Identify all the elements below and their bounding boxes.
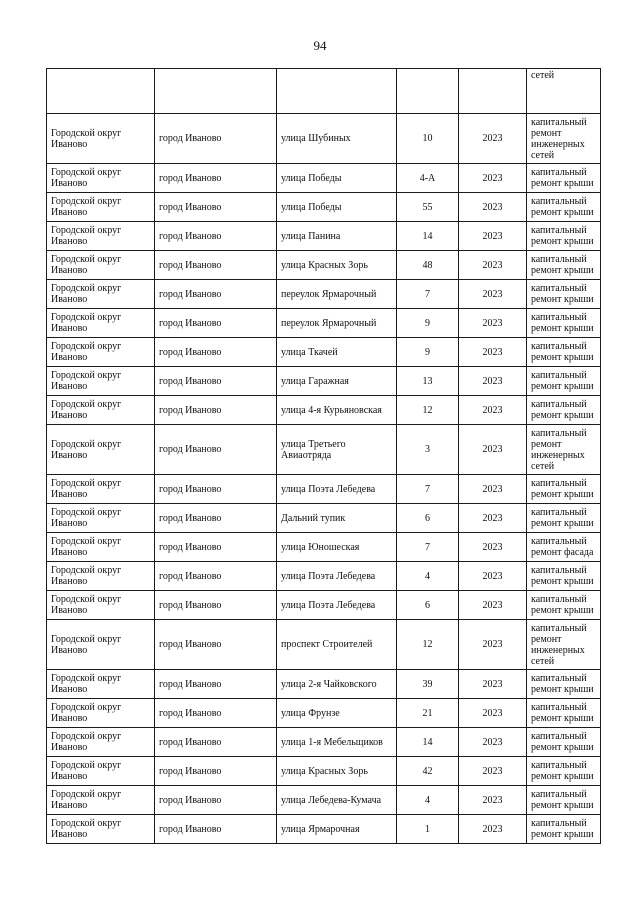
table-row	[47, 193, 601, 222]
table-body	[47, 69, 601, 844]
cell-year: 2023	[459, 309, 527, 338]
cell-street: улица Панина	[277, 222, 397, 251]
cell-house: 12	[397, 620, 459, 670]
cell-year: 2023	[459, 164, 527, 193]
cell-year: 2023	[459, 699, 527, 728]
cell-street: улица 1-я Мебельщиков	[277, 728, 397, 757]
table-row-continued	[47, 69, 601, 114]
table-row	[47, 222, 601, 251]
table-row	[47, 309, 601, 338]
cell-city: город Иваново	[155, 475, 277, 504]
table-row	[47, 280, 601, 309]
cell-city: город Иваново	[155, 670, 277, 699]
cell-work-type: капитальный ремонт крыши	[527, 280, 601, 309]
cell-street: улица Красных Зорь	[277, 251, 397, 280]
cell-street	[277, 69, 397, 114]
table-row	[47, 114, 601, 164]
cell-year: 2023	[459, 670, 527, 699]
table-row	[47, 367, 601, 396]
cell-district	[47, 69, 155, 114]
cell-city: город Иваново	[155, 222, 277, 251]
cell-district: Городской округ Иваново	[47, 193, 155, 222]
cell-house: 7	[397, 475, 459, 504]
table-row	[47, 591, 601, 620]
cell-house: 14	[397, 222, 459, 251]
cell-house: 9	[397, 309, 459, 338]
table-row	[47, 533, 601, 562]
cell-house: 55	[397, 193, 459, 222]
cell-city: город Иваново	[155, 309, 277, 338]
table-row	[47, 786, 601, 815]
cell-city: город Иваново	[155, 786, 277, 815]
cell-work-type: капитальный ремонт крыши	[527, 670, 601, 699]
page-number: 94	[313, 38, 327, 53]
cell-work-type: капитальный ремонт крыши	[527, 193, 601, 222]
cell-work-type: капитальный ремонт крыши	[527, 475, 601, 504]
cell-house: 12	[397, 396, 459, 425]
cell-house	[397, 69, 459, 114]
cell-city: город Иваново	[155, 591, 277, 620]
cell-district: Городской округ Иваново	[47, 504, 155, 533]
cell-work-type: капитальный ремонт инженерных сетей	[527, 620, 601, 670]
cell-district: Городской округ Иваново	[47, 309, 155, 338]
cell-work-type: капитальный ремонт инженерных сетей	[527, 114, 601, 164]
cell-street: улица Третьего Авиаотряда	[277, 425, 397, 475]
cell-work-type: капитальный ремонт крыши	[527, 699, 601, 728]
cell-work-type: капитальный ремонт крыши	[527, 164, 601, 193]
cell-district: Городской округ Иваново	[47, 591, 155, 620]
cell-house: 39	[397, 670, 459, 699]
cell-house: 6	[397, 591, 459, 620]
cell-house: 48	[397, 251, 459, 280]
cell-work-type: капитальный ремонт крыши	[527, 815, 601, 844]
cell-street: переулок Ярмарочный	[277, 309, 397, 338]
cell-city: город Иваново	[155, 396, 277, 425]
cell-work-type: капитальный ремонт фасада	[527, 533, 601, 562]
cell-work-type: капитальный ремонт крыши	[527, 309, 601, 338]
cell-street: улица Поэта Лебедева	[277, 562, 397, 591]
cell-city: город Иваново	[155, 620, 277, 670]
cell-work-type: капитальный ремонт крыши	[527, 222, 601, 251]
cell-work-type: капитальный ремонт крыши	[527, 251, 601, 280]
repair-table	[46, 68, 601, 844]
cell-district: Городской округ Иваново	[47, 699, 155, 728]
cell-street: улица Гаражная	[277, 367, 397, 396]
cell-year: 2023	[459, 425, 527, 475]
cell-year: 2023	[459, 815, 527, 844]
cell-year: 2023	[459, 114, 527, 164]
cell-city: город Иваново	[155, 728, 277, 757]
cell-street: переулок Ярмарочный	[277, 280, 397, 309]
cell-work-type: капитальный ремонт крыши	[527, 562, 601, 591]
cell-house: 14	[397, 728, 459, 757]
table-row	[47, 620, 601, 670]
cell-district: Городской округ Иваново	[47, 338, 155, 367]
cell-year: 2023	[459, 620, 527, 670]
table-row	[47, 251, 601, 280]
cell-house: 10	[397, 114, 459, 164]
cell-district: Городской округ Иваново	[47, 280, 155, 309]
cell-year: 2023	[459, 757, 527, 786]
table-row	[47, 425, 601, 475]
cell-work-type: капитальный ремонт крыши	[527, 757, 601, 786]
cell-street: улица Поэта Лебедева	[277, 475, 397, 504]
cell-street: проспект Строителей	[277, 620, 397, 670]
table-row	[47, 396, 601, 425]
cell-city: город Иваново	[155, 533, 277, 562]
cell-district: Городской округ Иваново	[47, 425, 155, 475]
cell-street: улица Шубиных	[277, 114, 397, 164]
cell-year: 2023	[459, 562, 527, 591]
cell-year: 2023	[459, 193, 527, 222]
cell-city: город Иваново	[155, 562, 277, 591]
cell-city: город Иваново	[155, 425, 277, 475]
cell-work-type: сетей	[527, 69, 601, 114]
cell-district: Городской округ Иваново	[47, 757, 155, 786]
cell-district: Городской округ Иваново	[47, 620, 155, 670]
cell-district: Городской округ Иваново	[47, 222, 155, 251]
table-row	[47, 699, 601, 728]
cell-house: 4	[397, 562, 459, 591]
cell-work-type: капитальный ремонт крыши	[527, 396, 601, 425]
cell-city: город Иваново	[155, 367, 277, 396]
cell-district: Городской округ Иваново	[47, 251, 155, 280]
cell-city: город Иваново	[155, 338, 277, 367]
cell-city: город Иваново	[155, 699, 277, 728]
cell-house: 42	[397, 757, 459, 786]
cell-year: 2023	[459, 475, 527, 504]
cell-city: город Иваново	[155, 114, 277, 164]
cell-work-type: капитальный ремонт инженерных сетей	[527, 425, 601, 475]
cell-district: Городской округ Иваново	[47, 562, 155, 591]
cell-house: 4-А	[397, 164, 459, 193]
cell-house: 6	[397, 504, 459, 533]
cell-city: город Иваново	[155, 815, 277, 844]
cell-year: 2023	[459, 396, 527, 425]
cell-work-type: капитальный ремонт крыши	[527, 591, 601, 620]
table-row	[47, 757, 601, 786]
cell-house: 13	[397, 367, 459, 396]
cell-district: Городской округ Иваново	[47, 114, 155, 164]
cell-work-type: капитальный ремонт крыши	[527, 504, 601, 533]
cell-year	[459, 69, 527, 114]
cell-year: 2023	[459, 338, 527, 367]
cell-work-type: капитальный ремонт крыши	[527, 728, 601, 757]
cell-year: 2023	[459, 222, 527, 251]
cell-street: улица Поэта Лебедева	[277, 591, 397, 620]
cell-street: улица Ярмарочная	[277, 815, 397, 844]
cell-city: город Иваново	[155, 193, 277, 222]
cell-house: 7	[397, 280, 459, 309]
cell-city: город Иваново	[155, 757, 277, 786]
cell-year: 2023	[459, 504, 527, 533]
cell-district: Городской округ Иваново	[47, 475, 155, 504]
cell-city: город Иваново	[155, 504, 277, 533]
cell-city: город Иваново	[155, 280, 277, 309]
cell-street: улица 4-я Курьяновская	[277, 396, 397, 425]
cell-city: город Иваново	[155, 164, 277, 193]
cell-street: улица Лебедева-Кумача	[277, 786, 397, 815]
cell-house: 4	[397, 786, 459, 815]
cell-work-type: капитальный ремонт крыши	[527, 367, 601, 396]
cell-street: улица Фрунзе	[277, 699, 397, 728]
cell-house: 21	[397, 699, 459, 728]
cell-district: Городской округ Иваново	[47, 670, 155, 699]
cell-district: Городской округ Иваново	[47, 728, 155, 757]
cell-work-type: капитальный ремонт крыши	[527, 338, 601, 367]
table-row	[47, 338, 601, 367]
cell-street: улица 2-я Чайковского	[277, 670, 397, 699]
cell-house: 9	[397, 338, 459, 367]
table-row	[47, 475, 601, 504]
table-row	[47, 562, 601, 591]
cell-house: 7	[397, 533, 459, 562]
cell-street: улица Юношеская	[277, 533, 397, 562]
cell-street: улица Победы	[277, 193, 397, 222]
cell-house: 1	[397, 815, 459, 844]
cell-year: 2023	[459, 591, 527, 620]
cell-district: Городской округ Иваново	[47, 164, 155, 193]
cell-city	[155, 69, 277, 114]
cell-district: Городской округ Иваново	[47, 786, 155, 815]
cell-street: Дальний тупик	[277, 504, 397, 533]
table-row	[47, 728, 601, 757]
cell-city: город Иваново	[155, 251, 277, 280]
cell-district: Городской округ Иваново	[47, 815, 155, 844]
cell-year: 2023	[459, 367, 527, 396]
cell-year: 2023	[459, 251, 527, 280]
cell-year: 2023	[459, 280, 527, 309]
table-row	[47, 670, 601, 699]
table-row	[47, 815, 601, 844]
cell-year: 2023	[459, 533, 527, 562]
cell-year: 2023	[459, 786, 527, 815]
cell-street: улица Ткачей	[277, 338, 397, 367]
table-row	[47, 504, 601, 533]
cell-district: Городской округ Иваново	[47, 396, 155, 425]
cell-district: Городской округ Иваново	[47, 367, 155, 396]
cell-street: улица Победы	[277, 164, 397, 193]
cell-work-type: капитальный ремонт крыши	[527, 786, 601, 815]
table-row	[47, 164, 601, 193]
cell-street: улица Красных Зорь	[277, 757, 397, 786]
cell-house: 3	[397, 425, 459, 475]
cell-year: 2023	[459, 728, 527, 757]
cell-district: Городской округ Иваново	[47, 533, 155, 562]
